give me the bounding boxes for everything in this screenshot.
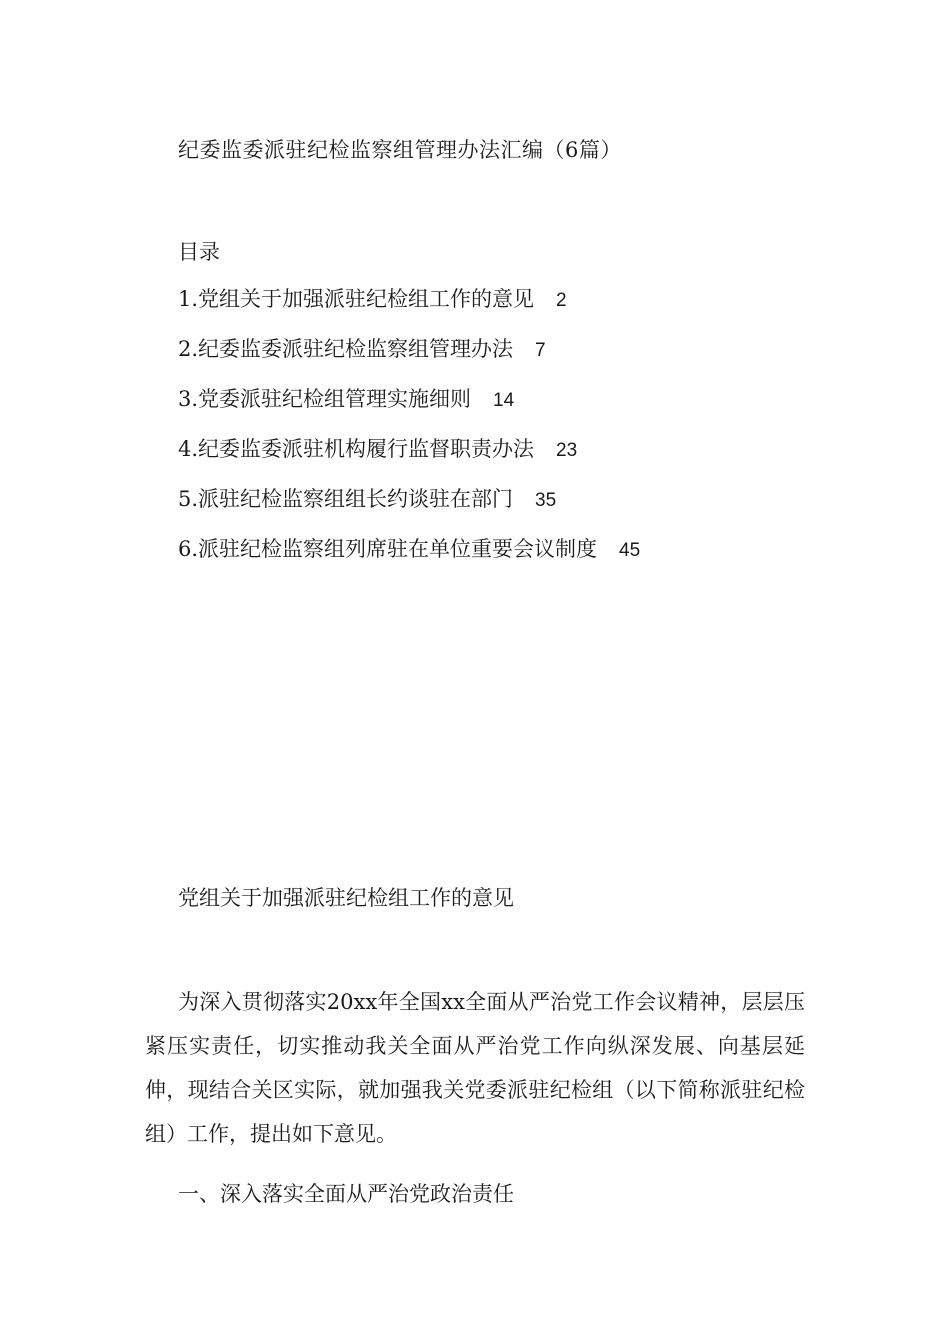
toc-item[interactable]	[178, 434, 640, 484]
toc-item-page: 23	[556, 440, 578, 461]
toc-item[interactable]	[178, 334, 640, 384]
toc-list	[178, 284, 640, 584]
toc-item-label: 1.党组关于加强派驻纪检组工作的意见	[178, 287, 535, 311]
toc-item-page: 45	[619, 540, 641, 561]
toc-item[interactable]	[178, 284, 640, 334]
toc-item-label: 2.纪委监委派驻纪检监察组管理办法	[178, 337, 514, 361]
section-title: 党组关于加强派驻纪检组工作的意见	[178, 886, 514, 910]
toc-heading: 目录	[178, 240, 220, 264]
toc-item-page: 7	[535, 340, 546, 361]
toc-item-label: 4.纪委监委派驻机构履行监督职责办法	[178, 437, 535, 461]
body-paragraph: 为深入贯彻落实20xx年全国xx全面从严治党工作会议精神，层层压紧压实责任，切实推动我关全面从严治党工作向纵深发展、向基层延伸，现结合关区实际，就加强我关党委派驻纪检组（以下简称派驻纪检组）工作，提出如下意见。	[145, 990, 805, 1146]
toc-item[interactable]	[178, 484, 640, 534]
toc-item[interactable]	[178, 384, 640, 434]
toc-item-page: 14	[493, 390, 515, 411]
toc-item-label: 6.派驻纪检监察组列席驻在单位重要会议制度	[178, 537, 598, 561]
section-subheading: 一、深入落实全面从严治党政治责任	[178, 1182, 514, 1206]
toc-item-page: 35	[535, 490, 557, 511]
document-title: 纪委监委派驻纪检监察组管理办法汇编（6篇）	[178, 138, 622, 162]
toc-item-page: 2	[556, 290, 567, 311]
toc-item-label: 3.党委派驻纪检组管理实施细则	[178, 387, 472, 411]
toc-item-label: 5.派驻纪检监察组组长约谈驻在部门	[178, 487, 514, 511]
toc-item[interactable]	[178, 534, 640, 584]
